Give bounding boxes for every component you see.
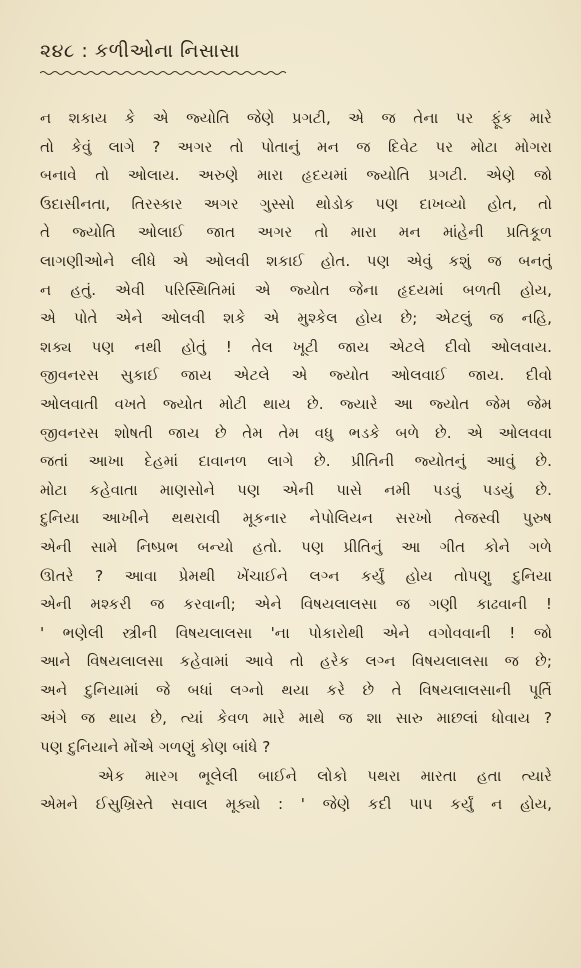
text-line: પણ દુનિયાને મોંએ ગળણું કોણ બાંધે ? [40,738,271,757]
text-line: જતાં આખા દેહમાં દાવાનળ લાગે છે. પ્રીતિની જ્યોતનું આવું છે. [40,452,552,471]
text-line: લાગણીઓને લીધે એ ઓલવી શકાઈ હોત. પણ એવું કશું જ બનતું [40,251,552,270]
text-line: મોટા કહેવાતા માણસોને પણ એની પાસે નમી પડવું પડયું છે. [40,480,552,499]
text-line: ' ભણેલી સ્ત્રીની વિષયલાલસા 'ના પોકારોથી એને વગોવવાની ! જો [40,623,552,642]
text-line: ઊતરે ? આવા પ્રેમથી ખેંચાઈને લગ્ન કર્યું હોય તોપણુ દુનિયા [40,566,552,585]
text-line: આને વિષયલાલસા કહેવામાં આવે તો હરેક લગ્ન વિષયલાલસા જ છે; [40,652,552,671]
text-line: અને દુનિયામાં જે બધાં લગ્નો થયા કરે છે તે વિષયલાલસાની પૂર્તિ [40,680,552,699]
text-line: જીવનરસ શોષતી જાય છે તેમ તેમ વધુ ભડકે બળે છે. એ ઓલવવા [40,423,552,442]
text-line: એમને ઈસુખ્રિસ્તે સવાલ મૂક્યો : ' જેણે કદી પાપ કર્યું ન હોય, [40,795,552,814]
text-line: ઉદાસીનતા, તિરસ્કાર અગર ગુસ્સો થોડોક પણ દાખવ્યો હોત, તો [40,194,552,213]
text-line: શક્ય પણ નથી હોતું ! તેલ ખૂટી જાય એટલે દીવો ઓલવાય. [40,337,552,356]
text-line: તો કેવું લાગે ? અગર તો પોતાનું મન જ દિવેટ પર મોટા મોગરા [40,137,552,156]
body-text [40,104,552,819]
text-line: ન શકાય કે એ જ્યોતિ જેણે પ્રગટી, એ જ તેના પર ફૂંક મારે [40,109,552,127]
text-line: જીવનરસ સુકાઈ જાય એટલે એ જ્યોત ઓલવાઈ જાય. દીવો [40,366,552,385]
text-line: ઓલવાતી વખતે જ્યોત મોટી થાય છે. જ્યારે આ જ્યોત જેમ જેમ [40,394,552,413]
text-line: અંગે જ થાય છે, ત્યાં કેવળ મારે માથે જ શા સારુ માછલાં ધોવાય ? [40,709,552,728]
text-line: એની મશ્કરી જ કરવાની; એને વિષયલાલસા જ ગણી કાઢવાની ! [40,595,552,614]
wavy-rule [40,70,288,76]
text-line: બનાવે તો ઓલાય. અરુણે મારા હૃદયમાં જ્યોતિ પ્રગટી. એણે જો [40,166,552,185]
text-line: દુનિયા આખીને થથરાવી મૂકનાર નેપોલિયન સરખો તેજસ્વી પુરુષ [40,509,552,528]
running-head: ૨૪૮ : કળીઓના નિસાસા [40,40,241,62]
text-line: ન હતું. એવી પરિસ્થિતિમાં એ જ્યોત જેના હૃદયમાં બળતી હોય, [40,280,552,299]
text-line: તે જ્યોતિ ઓલાઈ જાત અગર તો મારા મન માંહેની પ્રતિકૂળ [40,223,552,242]
text-line: એ પોતે એને ઓલવી શકે એ મુશ્કેલ હોય છે; એટલું જ નહિ, [40,309,552,328]
text-line: એની સામે નિષ્પ્રભ બન્યો હતો. પણ પ્રીતિનું આ ગીત કોને ગળે [40,537,552,556]
text-line: એક મારગ ભૂલેલી બાઈને લોકો પથરા મારતા હતા ત્યારે [98,766,552,785]
